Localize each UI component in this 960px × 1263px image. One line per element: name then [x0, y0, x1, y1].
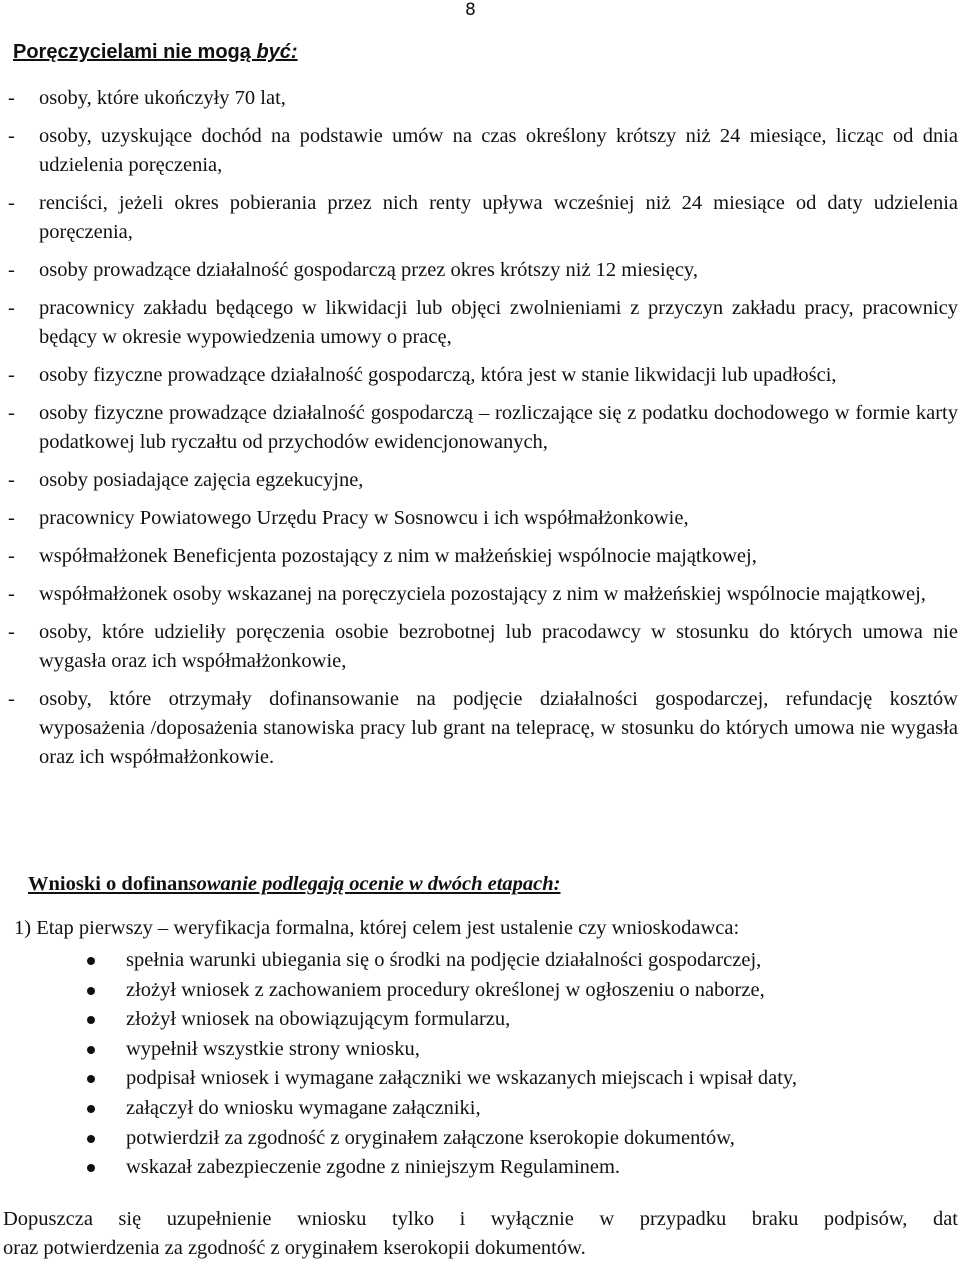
- exclusion-text: pracownicy zakładu będącego w likwidacji lub objęci zwolnieniami z przyczyn zakładu pracy, pracownicy będący w okresie wypowiedzenia umowy o pracę,: [39, 297, 958, 348]
- exclusion-text: renciści, jeżeli okres pobierania przez nich renty upływa wcześniej niż 24 miesiące od daty udzielenia poręczenia,: [39, 192, 958, 243]
- exclusion-item: [0, 685, 958, 772]
- criterion-item: [0, 1124, 797, 1154]
- exclusion-text: osoby fizyczne prowadzące działalność gospodarczą – rozliczające się z podatku dochodowego w formie karty podatkowej lub ryczałtu od przychodów ewidencjonowanych,: [39, 402, 958, 453]
- exclusion-item: [0, 361, 958, 390]
- exclusion-text: osoby fizyczne prowadzące działalność gospodarczą, która jest w stanie likwidacji lub upadłości,: [39, 364, 837, 386]
- exclusion-item: [0, 84, 958, 113]
- exclusion-text: osoby posiadające zajęcia egzekucyjne,: [39, 469, 364, 491]
- dash-marker: -: [8, 621, 15, 643]
- criterion-text: spełnia warunki ubiegania się o środki na podjęcie działalności gospodarczej,: [126, 949, 762, 971]
- dash-marker: -: [8, 507, 15, 529]
- supplement-note-line2: oraz potwierdzenia za zgodność z oryginałem kserokopii dokumentów.: [3, 1237, 586, 1259]
- exclusion-text: osoby, uzyskujące dochód na podstawie umów na czas określony krótszy niż 24 miesiące, licząc od dnia udzielenia poręczenia,: [39, 125, 958, 176]
- guarantor-exclusions-heading: [13, 41, 298, 64]
- exclusion-item: [0, 189, 958, 247]
- criterion-item: [0, 1005, 797, 1035]
- criterion-item: [0, 946, 797, 976]
- supplement-note-line1: Dopuszcza się uzupełnienie wniosku tylko i wyłącznie w przypadku braku podpisów, dat: [3, 1208, 958, 1230]
- criterion-text: potwierdził za zgodność z oryginałem załączone kserokopie dokumentów,: [126, 1126, 735, 1149]
- exclusion-text: pracownicy Powiatowego Urzędu Pracy w Sosnowcu i ich współmałżonkowie,: [39, 507, 689, 529]
- dash-marker: -: [8, 259, 15, 281]
- bullet-icon: [87, 1046, 95, 1054]
- criterion-text: wypełnił wszystkie strony wniosku,: [126, 1037, 420, 1060]
- dash-marker: -: [8, 469, 15, 491]
- criterion-item: [0, 1153, 797, 1183]
- exclusion-text: osoby prowadzące działalność gospodarczą przez okres krótszy niż 12 miesięcy,: [39, 259, 698, 281]
- bullet-icon: [87, 1075, 95, 1083]
- supplement-note: [3, 1205, 958, 1263]
- exclusion-item: [0, 542, 958, 571]
- bullet-icon: [87, 1016, 95, 1024]
- dash-marker: -: [8, 545, 15, 567]
- criterion-text: złożył wniosek z zachowaniem procedury określonej w ogłoszeniu o naborze,: [126, 978, 765, 1001]
- criterion-text: złożył wniosek na obowiązującym formularzu,: [126, 1008, 511, 1031]
- bullet-icon: [87, 987, 95, 995]
- criterion-text: załączył do wniosku wymagane załączniki,: [126, 1096, 481, 1119]
- bullet-icon: [87, 1164, 95, 1172]
- dash-marker: -: [8, 364, 15, 386]
- exclusion-text: współmałżonek Beneficjenta pozostający z nim w małżeńskiej wspólnocie majątkowej,: [39, 545, 757, 567]
- bullet-icon: [87, 1105, 95, 1113]
- exclusion-text: współmałżonek osoby wskazanej na poręczyciela pozostający z nim w małżeńskiej wspólnocie majątkowej,: [39, 583, 926, 605]
- dash-marker: -: [8, 402, 15, 424]
- evaluation-stages-heading: [28, 873, 560, 896]
- exclusion-text: osoby, które ukończyły 70 lat,: [39, 87, 286, 109]
- exclusion-text: osoby, które otrzymały dofinansowanie na podjęcie działalności gospodarczej, refundację kosztów wyposażenia /doposażenia stanowiska pracy lub grant na telepracę, w stosunku do których umowa nie wygasła oraz ich współmałżonkowie.: [39, 688, 958, 768]
- criterion-item: [0, 1064, 797, 1094]
- exclusion-item: [0, 122, 958, 180]
- criterion-item: [0, 1094, 797, 1124]
- exclusion-item: [0, 618, 958, 676]
- exclusion-item: [0, 504, 958, 533]
- formal-criteria-list: [0, 946, 797, 1183]
- dash-marker: -: [8, 192, 15, 214]
- exclusions-list: [0, 84, 960, 781]
- dash-marker: -: [8, 87, 15, 109]
- bullet-icon: [87, 1135, 95, 1143]
- heading2-bold: Wnioski o dofinan: [28, 873, 189, 895]
- criterion-text: wskazał zabezpieczenie zgodne z niniejszym Regulaminem.: [126, 1156, 621, 1179]
- criterion-item: [0, 1035, 797, 1065]
- exclusion-item: [0, 466, 958, 495]
- dash-marker: -: [8, 297, 15, 319]
- dash-marker: -: [8, 125, 15, 147]
- heading1-bold: Poręczycielami nie mogą: [13, 41, 257, 63]
- heading2-italic: sowanie podlegają ocenie w dwóch etapach:: [188, 873, 561, 895]
- dash-marker: -: [8, 688, 15, 710]
- exclusion-text: osoby, które udzieliły poręczenia osobie bezrobotnej lub pracodawcy w stosunku do których umowa nie wygasła oraz ich współmałżonkowie,: [39, 621, 958, 672]
- exclusion-item: [0, 256, 958, 285]
- criterion-text: podpisał wniosek i wymagane załączniki we wskazanych miejscach i wpisał daty,: [126, 1067, 797, 1090]
- dash-marker: -: [8, 583, 15, 605]
- exclusion-item: [0, 294, 958, 352]
- stage-one-intro: 1) Etap pierwszy – weryfikacja formalna, której celem jest ustalenie czy wnioskodawca:: [14, 917, 740, 939]
- page-number: 8: [465, 0, 476, 20]
- heading1-italic: być:: [256, 41, 298, 63]
- criterion-item: [0, 976, 797, 1006]
- exclusion-item: [0, 580, 958, 609]
- bullet-icon: [87, 957, 95, 965]
- exclusion-item: [0, 399, 958, 457]
